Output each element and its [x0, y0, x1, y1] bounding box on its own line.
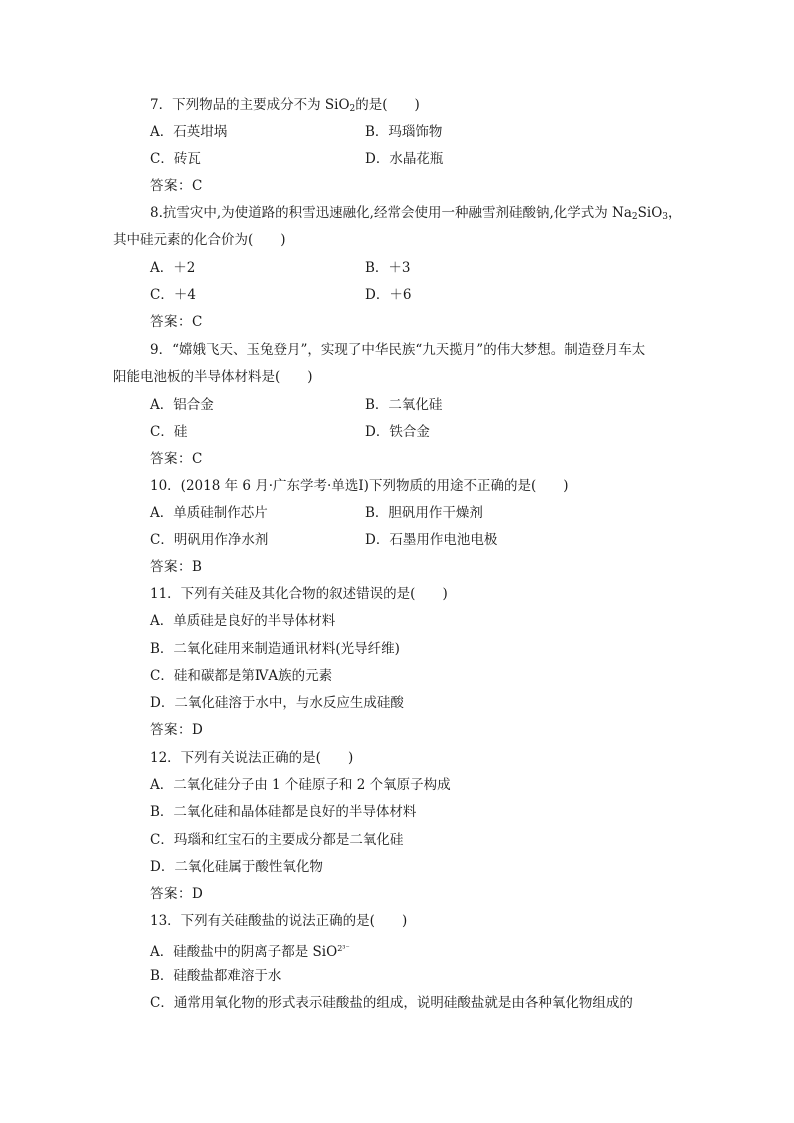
q8-option-a: A．＋2	[150, 260, 196, 276]
q12-option-c: C．玛瑙和红宝石的主要成分都是二氧化硅	[150, 832, 404, 848]
q7-option-c: C．砖瓦	[150, 151, 201, 167]
q7-answer: 答案：C	[150, 178, 203, 194]
q11-option-a: A．单质硅是良好的半导体材料	[150, 613, 336, 629]
q11-answer: 答案：D	[150, 722, 204, 738]
q12-option-b: B．二氧化硅和晶体硅都是良好的半导体材料	[150, 804, 417, 820]
q12-stem: 12．下列有关说法正确的是( )	[150, 750, 354, 766]
q8-stem-line2: 其中硅元素的化合价为( )	[113, 232, 286, 248]
q7-stem: 7．下列物品的主要成分不为 SiO$_2$的是( )	[150, 97, 420, 114]
q10-answer: 答案：B	[150, 559, 203, 575]
q11-option-d: D．二氧化硅溶于水中，与水反应生成硅酸	[150, 695, 404, 711]
q9-option-d: D．铁合金	[365, 424, 430, 440]
q11-option-c: C．硅和碳都是第ⅣA族的元素	[150, 668, 333, 684]
q7-option-d: D．水晶花瓶	[365, 151, 444, 167]
q10-option-c: C．明矾用作净水剂	[150, 532, 269, 548]
q10-option-a: A．单质硅制作芯片	[150, 505, 268, 521]
q10-stem: 10．(2018 年 6 月·广东学考·单选Ⅰ)下列物质的用途不正确的是( )	[150, 478, 569, 494]
q9-answer: 答案：C	[150, 451, 203, 467]
q9-option-b: B．二氧化硅	[365, 397, 443, 413]
q11-option-b: B．二氧化硅用来制造通讯材料(光导纤维)	[150, 641, 400, 657]
q9-stem-line1: 9．“嫦娥飞天、玉兔登月”，实现了中华民族“九天揽月”的伟大梦想。制造登月车太	[150, 342, 646, 358]
q12-option-d: D．二氧化硅属于酸性氧化物	[150, 859, 323, 875]
q8-stem-line1: 8.抗雪灾中,为使道路的积雪迅速融化,经常会使用一种融雪剂硅酸钠,化学式为 $Na_2SiO_3$，	[150, 205, 682, 222]
q9-option-c: C．硅	[150, 424, 188, 440]
q13-stem: 13．下列有关硅酸盐的说法正确的是( )	[150, 913, 408, 929]
q10-option-d: D．石墨用作电池电极	[365, 532, 498, 548]
q9-stem-line2: 阳能电池板的半导体材料是( )	[113, 369, 313, 385]
q12-option-a: A．二氧化硅分子由 1 个硅原子和 2 个氧原子构成	[150, 777, 451, 793]
q9-option-a: A．铝合金	[150, 397, 214, 413]
q7-option-a: A．石英坩埚	[150, 124, 228, 140]
q8-option-c: C．＋4	[150, 287, 196, 303]
q8-option-d: D．＋6	[365, 287, 412, 303]
q13-option-a: A．硅酸盐中的阴离子都是 SiO$^{2^{3-}}$	[150, 944, 350, 960]
q10-option-b: B．胆矾用作干燥剂	[365, 505, 483, 521]
q11-stem: 11．下列有关硅及其化合物的叙述错误的是( )	[150, 586, 448, 602]
q7-option-b: B．玛瑙饰物	[365, 124, 443, 140]
q8-option-b: B．＋3	[365, 260, 411, 276]
q12-answer: 答案：D	[150, 886, 204, 902]
q8-answer: 答案：C	[150, 314, 203, 330]
q13-option-c: C．通常用氧化物的形式表示硅酸盐的组成，说明硅酸盐就是由各种氧化物组成的	[150, 995, 633, 1011]
q13-option-b: B．硅酸盐都难溶于水	[150, 968, 282, 984]
